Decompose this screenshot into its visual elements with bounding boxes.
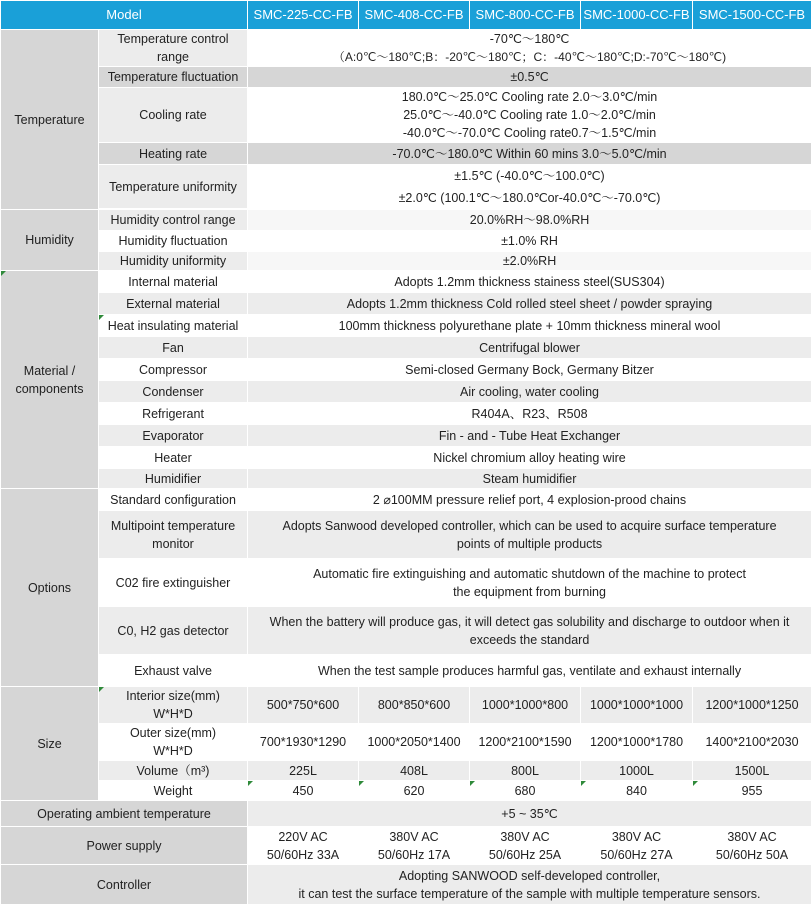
outer-size-4: 1200*1000*1780 xyxy=(581,724,693,761)
interior-size-5: 1200*1000*1250 xyxy=(693,687,811,724)
humidity-uniformity-label: Humidity uniformity xyxy=(99,252,248,271)
interior-size-2: 800*850*600 xyxy=(359,687,470,724)
ambient-temp-label: Operating ambient temperature xyxy=(1,801,248,827)
ambient-temp-value: +5 ~ 35℃ xyxy=(248,801,811,827)
power-supply-2: 380V AC 50/60Hz 17A xyxy=(359,827,470,865)
category-temperature: Temperature xyxy=(1,30,99,210)
category-options: Options xyxy=(1,489,99,687)
gas-detector-value: When the battery will produce gas, it will detect gas solubility and discharge to outdoor when it exceeds the standard xyxy=(248,607,811,655)
heating-rate-label: Heating rate xyxy=(99,143,248,165)
humidity-range-value: 20.0%RH～98.0%RH xyxy=(248,210,811,231)
model-col-3: SMC-800-CC-FB xyxy=(470,1,581,30)
interior-size-3: 1000*1000*800 xyxy=(470,687,581,724)
cooling-rate-value: 180.0℃～25.0℃ Cooling rate 2.0～3.0℃/min 25.0℃～-40.0℃ Cooling rate 1.0～2.0℃/min -40.0℃～-70.0℃ Cooling rate0.7～1.5℃/min xyxy=(248,88,811,143)
header-row xyxy=(1,1,811,30)
volume-2: 408L xyxy=(359,761,470,781)
weight-2: 620 xyxy=(359,781,470,801)
material-label-refrigerant: Refrigerant xyxy=(99,403,248,425)
heating-rate-value: -70.0℃～180.0℃ Within 60 mins 3.0～5.0℃/min xyxy=(248,143,811,165)
exhaust-valve-label: Exhaust valve xyxy=(99,655,248,687)
humidity-uniformity-value: ±2.0%RH xyxy=(248,252,811,271)
material-label-fan: Fan xyxy=(99,337,248,359)
co2-extinguisher-label: C02 fire extinguisher xyxy=(99,559,248,607)
outer-size-5: 1400*2100*2030 xyxy=(693,724,811,761)
outer-size-3: 1200*2100*1590 xyxy=(470,724,581,761)
humidity-range-label: Humidity control range xyxy=(99,210,248,231)
power-supply-1: 220V AC 50/60Hz 33A xyxy=(248,827,359,865)
material-value-internal: Adopts 1.2mm thickness stainess steel(SUS304) xyxy=(248,271,811,293)
temp-range-value: -70℃～180℃ （A:0℃～180℃;B：-20℃～180℃；C：-40℃～180℃;D:-70℃～180℃) xyxy=(248,30,811,67)
material-value-fan: Centrifugal blower xyxy=(248,337,811,359)
weight-5: 955 xyxy=(693,781,811,801)
weight-label: Weight xyxy=(99,781,248,801)
material-label-evaporator: Evaporator xyxy=(99,425,248,447)
power-supply-4: 380V AC 50/60Hz 27A xyxy=(581,827,693,865)
power-supply-3: 380V AC 50/60Hz 25A xyxy=(470,827,581,865)
multipoint-label: Multipoint temperature monitor xyxy=(99,511,248,559)
material-value-condenser: Air cooling, water cooling xyxy=(248,381,811,403)
weight-1: 450 xyxy=(248,781,359,801)
material-label-internal: Internal material xyxy=(99,271,248,293)
gas-detector-label: C0, H2 gas detector xyxy=(99,607,248,655)
multipoint-value: Adopts Sanwood developed controller, which can be used to acquire surface temperature points of multiple products xyxy=(248,511,811,559)
material-value-compressor: Semi-closed Germany Bock, Germany Bitzer xyxy=(248,359,811,381)
humidity-fluctuation-value: ±1.0% RH xyxy=(248,231,811,252)
material-value-insulating: 100mm thickness polyurethane plate + 10mm thickness mineral wool xyxy=(248,315,811,337)
temp-uniformity-value-1: ±1.5℃ (-40.0℃～100.0℃) xyxy=(248,165,811,187)
exhaust-valve-value: When the test sample produces harmful gas, ventilate and exhaust internally xyxy=(248,655,811,687)
interior-size-4: 1000*1000*1000 xyxy=(581,687,693,724)
model-col-1: SMC-225-CC-FB xyxy=(248,1,359,30)
interior-size-label: Interior size(mm) W*H*D xyxy=(99,687,248,724)
volume-4: 1000L xyxy=(581,761,693,781)
material-value-humidifier: Steam humidifier xyxy=(248,469,811,489)
volume-5: 1500L xyxy=(693,761,811,781)
outer-size-label: Outer size(mm) W*H*D xyxy=(99,724,248,761)
power-supply-label: Power supply xyxy=(1,827,248,865)
outer-size-2: 1000*2050*1400 xyxy=(359,724,470,761)
material-label-external: External material xyxy=(99,293,248,315)
material-value-heater: Nickel chromium alloy heating wire xyxy=(248,447,811,469)
material-label-heater: Heater xyxy=(99,447,248,469)
temp-range-label: Temperature control range xyxy=(99,30,248,67)
volume-1: 225L xyxy=(248,761,359,781)
model-col-2: SMC-408-CC-FB xyxy=(359,1,470,30)
material-label-condenser: Condenser xyxy=(99,381,248,403)
controller-label: Controller xyxy=(1,865,248,905)
standard-config-value: 2 ⌀100MM pressure relief port, 4 explosion-prood chains xyxy=(248,489,811,511)
volume-3: 800L xyxy=(470,761,581,781)
standard-config-label: Standard configuration xyxy=(99,489,248,511)
interior-size-1: 500*750*600 xyxy=(248,687,359,724)
controller-value: Adopting SANWOOD self-developed controller, it can test the surface temperature of the sample with multiple temperature sensors. xyxy=(248,865,811,905)
volume-label: Volume（m³) xyxy=(99,761,248,781)
model-col-4: SMC-1000-CC-FB xyxy=(581,1,693,30)
category-material: Material / components xyxy=(1,271,99,489)
cooling-rate-label: Cooling rate xyxy=(99,88,248,143)
category-size: Size xyxy=(1,687,99,801)
material-label-compressor: Compressor xyxy=(99,359,248,381)
humidity-fluctuation-label: Humidity fluctuation xyxy=(99,231,248,252)
model-col-5: SMC-1500-CC-FB xyxy=(693,1,811,30)
category-humidity: Humidity xyxy=(1,210,99,271)
material-label-humidifier: Humidifier xyxy=(99,469,248,489)
power-supply-5: 380V AC 50/60Hz 50A xyxy=(693,827,811,865)
co2-extinguisher-value: Automatic fire extinguishing and automatic shutdown of the machine to protect the equipment from burning xyxy=(248,559,811,607)
model-header: Model xyxy=(1,1,248,30)
material-label-insulating: Heat insulating material xyxy=(99,315,248,337)
material-value-external: Adopts 1.2mm thickness Cold rolled steel sheet / powder spraying xyxy=(248,293,811,315)
outer-size-1: 700*1930*1290 xyxy=(248,724,359,761)
weight-4: 840 xyxy=(581,781,693,801)
temp-fluctuation-value: ±0.5℃ xyxy=(248,67,811,88)
material-value-evaporator: Fin - and - Tube Heat Exchanger xyxy=(248,425,811,447)
weight-3: 680 xyxy=(470,781,581,801)
temp-uniformity-label: Temperature uniformity xyxy=(99,165,248,209)
material-value-refrigerant: R404A、R23、R508 xyxy=(248,403,811,425)
temp-fluctuation-label: Temperature fluctuation xyxy=(99,67,248,88)
temp-uniformity-value-2: ±2.0℃ (100.1℃～180.0℃or-40.0℃～-70.0℃) xyxy=(248,187,811,209)
